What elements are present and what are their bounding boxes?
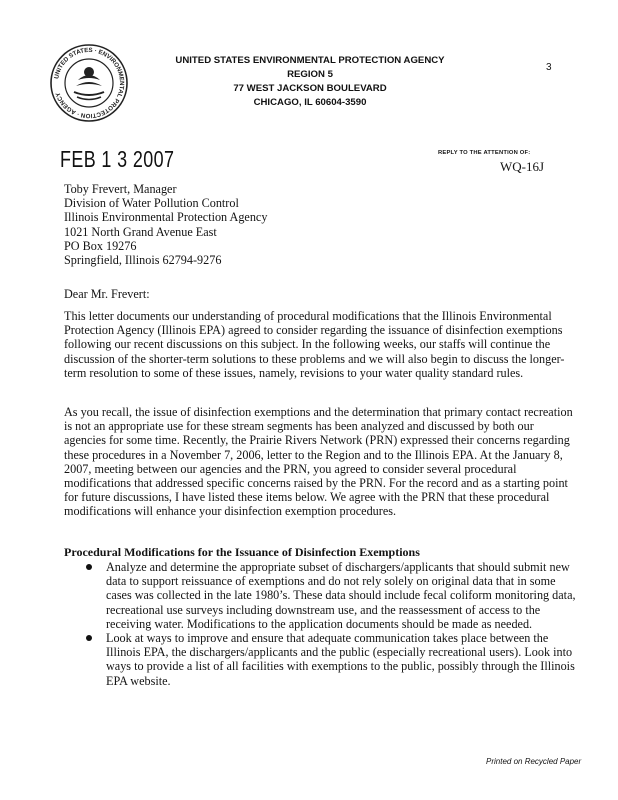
region: REGION 5 <box>287 69 333 80</box>
recipient-line: Illinois Environmental Protection Agency <box>64 210 268 225</box>
letterhead <box>150 54 470 110</box>
agency-name: UNITED STATES ENVIRONMENTAL PROTECTION AGENCY <box>175 55 445 66</box>
salutation: Dear Mr. Frevert: <box>64 287 150 301</box>
epa-seal-logo <box>48 42 130 124</box>
bullet-icon <box>86 564 92 570</box>
recipient-line: Division of Water Pollution Control <box>64 196 239 211</box>
reply-attention-label: REPLY TO THE ATTENTION OF: <box>438 150 531 156</box>
city-address: CHICAGO, IL 60604-3590 <box>253 97 367 108</box>
bullet-icon <box>86 635 92 641</box>
footer-note: Printed on Recycled Paper <box>486 757 582 766</box>
list-item-text: Analyze and determine the appropriate subset of dischargers/applicants that should submit new data to support reissuance of exemptions and do not rely solely on original data that in some cases was collected in the late 1980’s. These data should include fecal coliform monitoring data, recreational use surveys including downstream use, and the reassessment of access to the receiving water. Modifications to the application documents should be made as needed. <box>106 560 576 631</box>
list-item-text: Look at ways to improve and ensure that adequate communication takes place between the Illinois EPA, the dischargers/applicants and the public (especially recreational users). Look into ways to provide a list of all facilities with exemptions to the public, possibly through the Illinois EPA website. <box>106 631 575 688</box>
street-address: 77 WEST JACKSON BOULEVARD <box>233 83 387 94</box>
section-heading: Procedural Modifications for the Issuance of Disinfection Exemptions <box>64 545 420 559</box>
modifications-list <box>86 560 576 688</box>
svg-text:UNITED STATES · ENVIRONMENTAL: UNITED STATES · ENVIRONMENTAL PROTECTION · AGENCY <box>53 46 126 120</box>
paragraph-background: As you recall, the issue of disinfection exemptions and the determination that primary contact recreation is not an appropriate use for these stream segments has been analyzed and discussed by both our agencies for some time. Recently, the Prairie Rivers Network (PRN) expressed their concerns regarding these procedures in a November 7, 2006, letter to the Region and to the Illinois EPA. At the January 8, 2007, meeting between our agencies and the PRN, you agreed to consider several procedural modifications that addressed specific concerns raised by the PRN. For the record and as a starting point for future discussions, I have listed these items below. We agree with the PRN that these procedural modifications will enhance your disinfection exemption procedures. <box>64 405 573 519</box>
recipient-line: Toby Frevert, Manager <box>64 182 177 196</box>
recipient-address <box>64 182 574 267</box>
list-item <box>86 560 576 631</box>
list-item <box>86 631 576 688</box>
paragraph-intro: This letter documents our understanding of procedural modifications that the Illinois Environmental Protection Agency (Illinois EPA) agreed to consider regarding the issuance of disinfection exemptions following our recent discussions on this subject. In the following weeks, our staffs will continue the discussion of the shorter-term solutions to these problems and we will also begin to discuss the longer-term resolution to some of these issues, namely, revisions to your water quality standard rules. <box>64 309 565 380</box>
date-stamp: FEB 1 3 2007 <box>60 146 175 172</box>
corner-mark: 3 <box>546 62 552 73</box>
recipient-line: 1021 North Grand Avenue East <box>64 224 217 239</box>
recipient-line: PO Box 19276 <box>64 238 137 253</box>
reply-attention-code: WQ-16J <box>500 159 545 174</box>
recipient-line: Springfield, Illinois 62794-9276 <box>64 253 222 268</box>
